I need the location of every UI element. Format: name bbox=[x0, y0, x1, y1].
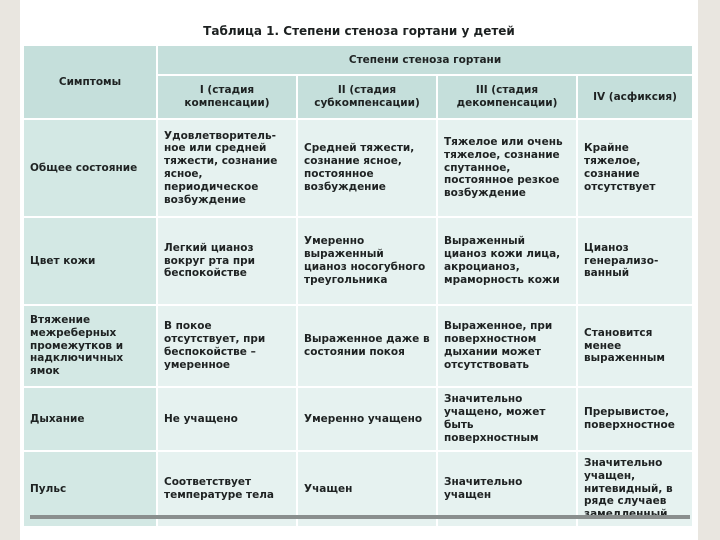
table-row-breathing bbox=[23, 387, 693, 451]
table-caption: Таблица 1. Степени стеноза гортани у детей bbox=[203, 24, 515, 38]
cell-pulse-stage-1: Соответствует температуре тела bbox=[157, 451, 297, 527]
header-stenosis-degrees: Степени стеноза гортани bbox=[157, 45, 693, 75]
header-stage-4: IV (асфиксия) bbox=[577, 75, 693, 119]
cell-skin-color-stage-1: Легкий цианоз вокруг рта при беспокойстве bbox=[157, 217, 297, 305]
header-symptoms: Симптомы bbox=[23, 45, 157, 119]
table-row-retraction bbox=[23, 305, 693, 387]
cell-general-state-stage-1: Удовлетворитель-ное или средней тяжести, сознание ясное, периодическое возбуждение bbox=[157, 119, 297, 217]
stenosis-table bbox=[22, 44, 694, 528]
cell-breathing-stage-2: Умеренно учащено bbox=[297, 387, 437, 451]
cell-retraction-stage-1: В покое отсутствует, при беспокойстве – умеренное bbox=[157, 305, 297, 387]
cell-retraction-stage-2: Выраженное даже в состоянии покоя bbox=[297, 305, 437, 387]
cell-skin-color-stage-3: Выраженный цианоз кожи лица, акроцианоз, мраморность кожи bbox=[437, 217, 577, 305]
cell-retraction-stage-4: Становится менее выраженным bbox=[577, 305, 693, 387]
cell-skin-color-stage-2: Умеренно выраженный цианоз носогубного треугольника bbox=[297, 217, 437, 305]
cell-pulse-stage-3: Значительно учащен bbox=[437, 451, 577, 527]
cell-general-state-stage-2: Средней тяжести, сознание ясное, постоянное возбуждение bbox=[297, 119, 437, 217]
header-stage-2: II (стадия субкомпенсации) bbox=[297, 75, 437, 119]
cell-breathing-stage-1: Не учащено bbox=[157, 387, 297, 451]
cell-pulse-stage-4: Значительно учащен, нитевидный, в ряде случаев bbox=[577, 451, 693, 527]
symptom-skin-color: Цвет кожи bbox=[23, 217, 157, 305]
bottom-divider bbox=[30, 515, 690, 519]
slide bbox=[20, 0, 698, 540]
cell-breathing-stage-4: Прерывистое, поверхностное bbox=[577, 387, 693, 451]
symptom-retraction: Втяжение межреберных промежутков и надключичных ямок bbox=[23, 305, 157, 387]
symptom-pulse: Пульс bbox=[23, 451, 157, 527]
cell-breathing-stage-3: Значительно учащено, может быть поверхностным bbox=[437, 387, 577, 451]
header-stage-1: I (стадия компенсации) bbox=[157, 75, 297, 119]
cell-general-state-stage-3: Тяжелое или очень тяжелое, сознание спутанное, постоянное резкое возбуждение bbox=[437, 119, 577, 217]
header-stage-3: III (стадия декомпенсации) bbox=[437, 75, 577, 119]
table-row-general-state bbox=[23, 119, 693, 217]
cell-pulse-stage-2: Учащен bbox=[297, 451, 437, 527]
cell-retraction-stage-3: Выраженное, при поверхностном дыхании может отсутствовать bbox=[437, 305, 577, 387]
header-row-1 bbox=[23, 45, 693, 75]
table-row-skin-color bbox=[23, 217, 693, 305]
cell-skin-color-stage-4: Цианоз генерализо-ванный bbox=[577, 217, 693, 305]
symptom-breathing: Дыхание bbox=[23, 387, 157, 451]
cell-general-state-stage-4: Крайне тяжелое, сознание отсутствует bbox=[577, 119, 693, 217]
symptom-general-state: Общее состояние bbox=[23, 119, 157, 217]
